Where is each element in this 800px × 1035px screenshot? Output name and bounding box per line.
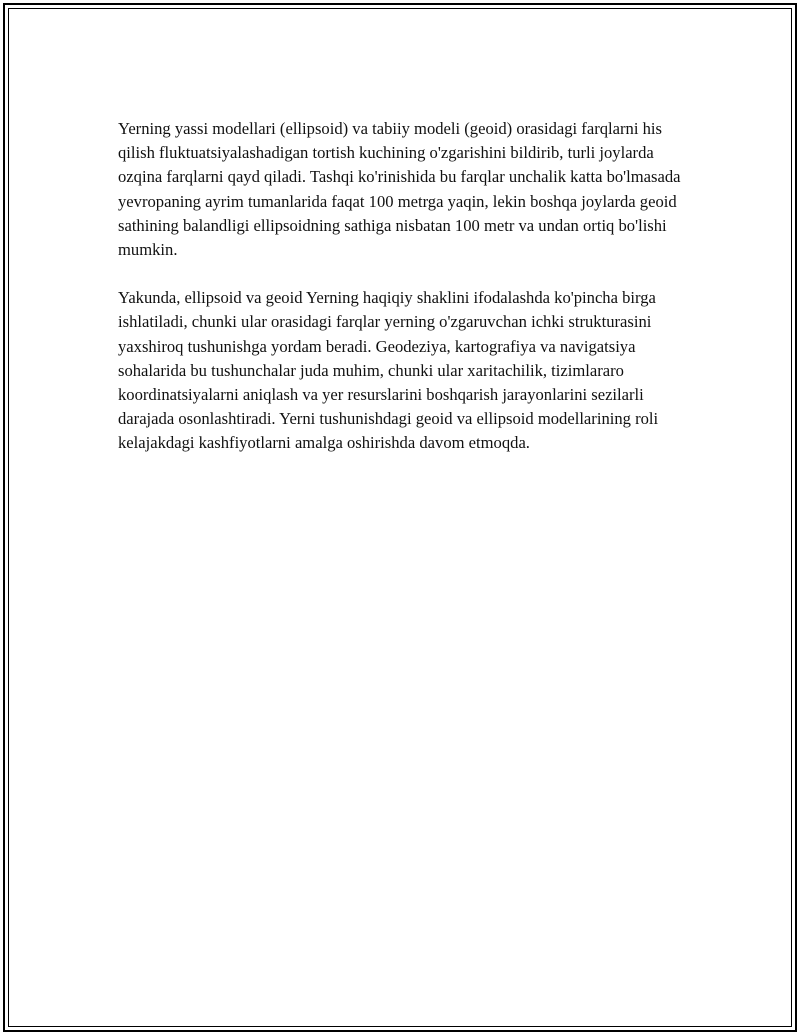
document-body [118,117,688,456]
paragraph-2: Yakunda, ellipsoid va geoid Yerning haqiqiy shaklini ifodalashda ko'pincha birga ishlatiladi, chunki ular orasidagi farqlar yerning o'zgaruvchan ichki strukturasini yaxshiroq tushunishga yordam beradi. Geodeziya, kartografiya va navigatsiya sohalarida bu tushunchalar juda muhim, chunki ular xaritachilik, tizimlararo koordinatsiyalarni aniqlash va yer resurslarini boshqarish jarayonlarini sezilarli darajada osonlashtiradi. Yerni tushunishdagi geoid va ellipsoid modellarining roli kelajakdagi kashfiyotlarni amalga oshirishda davom etmoqda. [118,288,659,453]
paragraph-1: Yerning yassi modellari (ellipsoid) va tabiiy modeli (geoid) orasidagi farqlarni his qilish fluktuatsiyalashadigan tortish kuchining o'zgarishini bildirib, turli joylarda ozqina farqlarni qayd qiladi. Tashqi ko'rinishida bu farqlar unchalik katta bo'lmasada yevropaning ayrim tumanlarida faqat 100 metrga yaqin, lekin boshqa joylarda geoid sathining balandligi ellipsoidning sathiga nisbatan 100 metr va undan ortiq bo'lishi mumkin. [118,119,681,260]
